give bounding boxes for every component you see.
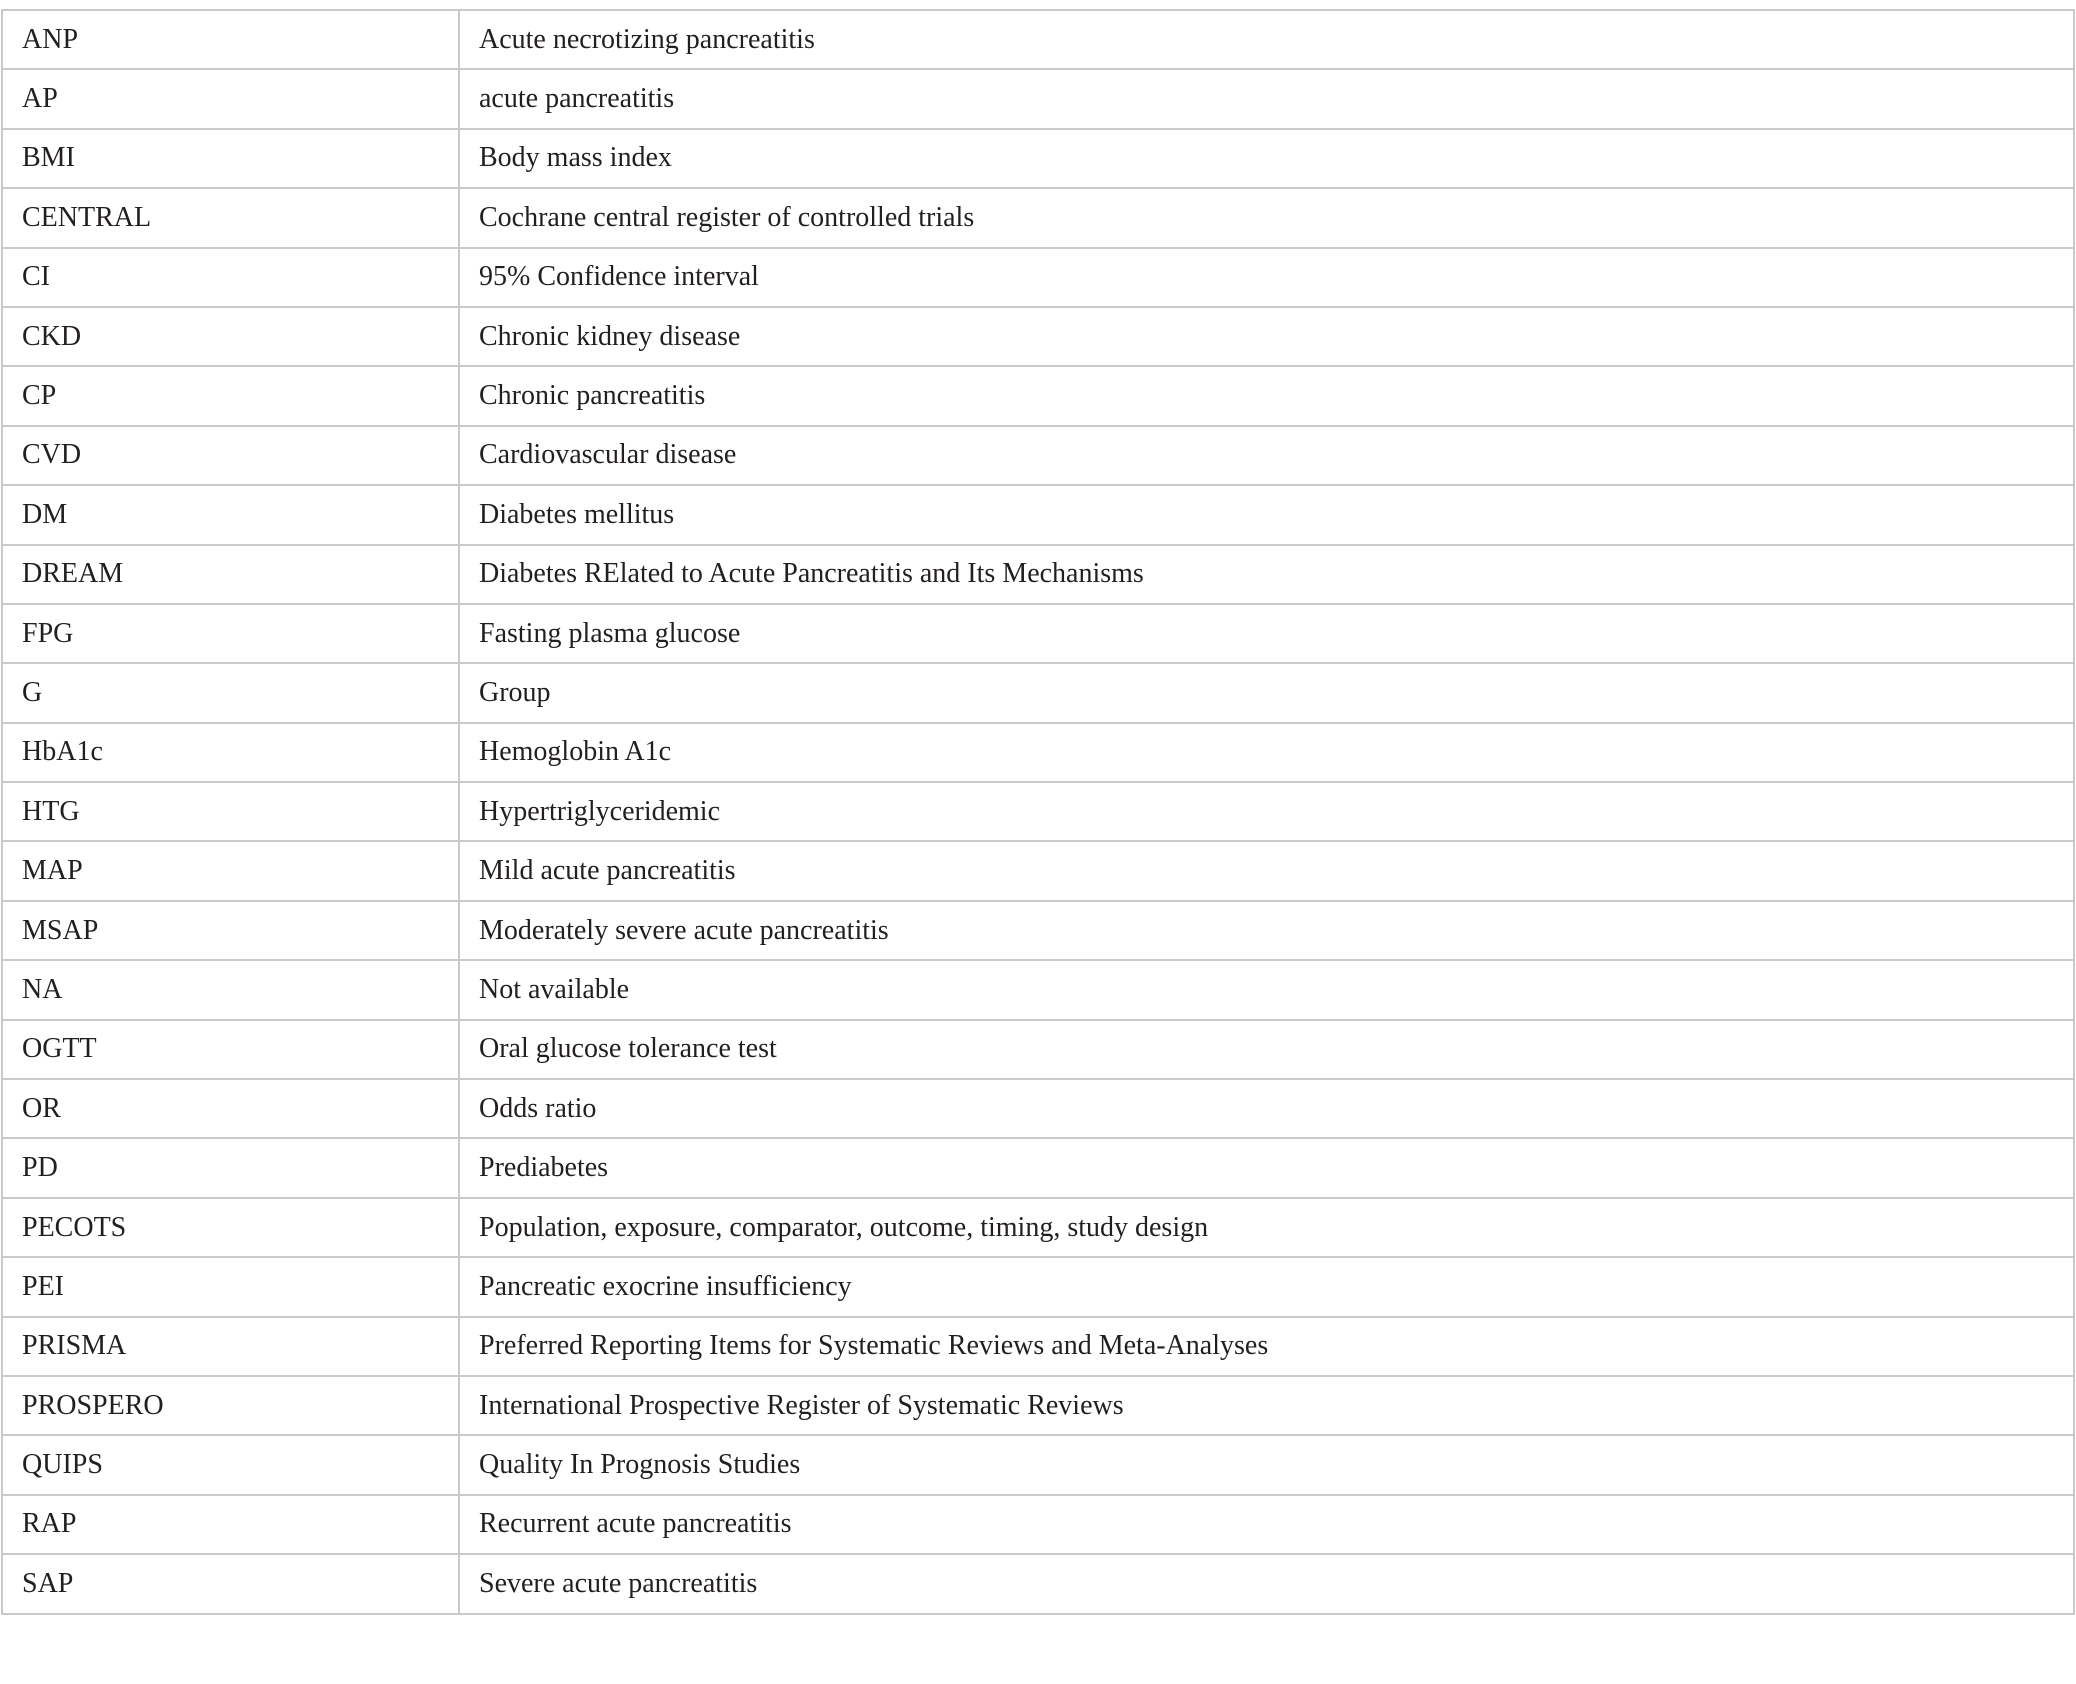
definition-cell: Odds ratio <box>459 1079 2074 1138</box>
abbreviation-cell: MAP <box>2 841 459 900</box>
table-row <box>2 188 2074 247</box>
definition-cell: Not available <box>459 960 2074 1019</box>
abbreviation-cell: HTG <box>2 782 459 841</box>
table-row <box>2 366 2074 425</box>
definition-cell: Preferred Reporting Items for Systematic Reviews and Meta-Analyses <box>459 1317 2074 1376</box>
table-row <box>2 10 2074 69</box>
definition-cell: Quality In Prognosis Studies <box>459 1435 2074 1494</box>
definition-cell: Chronic kidney disease <box>459 307 2074 366</box>
abbreviation-cell: PROSPERO <box>2 1376 459 1435</box>
definition-cell: Fasting plasma glucose <box>459 604 2074 663</box>
abbreviation-cell: CI <box>2 248 459 307</box>
definition-cell: International Prospective Register of Systematic Reviews <box>459 1376 2074 1435</box>
definition-cell: Hypertriglyceridemic <box>459 782 2074 841</box>
table-row <box>2 1317 2074 1376</box>
definition-cell: Pancreatic exocrine insufficiency <box>459 1257 2074 1316</box>
definition-cell: Cardiovascular disease <box>459 426 2074 485</box>
definition-cell: Mild acute pancreatitis <box>459 841 2074 900</box>
abbreviation-cell: CVD <box>2 426 459 485</box>
abbreviation-cell: ANP <box>2 10 459 69</box>
abbreviation-cell: QUIPS <box>2 1435 459 1494</box>
abbreviation-cell: PEI <box>2 1257 459 1316</box>
definition-cell: Cochrane central register of controlled trials <box>459 188 2074 247</box>
table-row <box>2 1198 2074 1257</box>
table-row <box>2 307 2074 366</box>
table-row <box>2 841 2074 900</box>
abbreviation-cell: NA <box>2 960 459 1019</box>
abbreviation-cell: CP <box>2 366 459 425</box>
table-row <box>2 1435 2074 1494</box>
definition-cell: Body mass index <box>459 129 2074 188</box>
definition-cell: Population, exposure, comparator, outcome, timing, study design <box>459 1198 2074 1257</box>
abbreviation-cell: HbA1c <box>2 723 459 782</box>
table-row <box>2 1257 2074 1316</box>
definition-cell: 95% Confidence interval <box>459 248 2074 307</box>
abbreviation-cell: G <box>2 663 459 722</box>
table-row <box>2 129 2074 188</box>
abbreviation-cell: PD <box>2 1138 459 1197</box>
table-row <box>2 960 2074 1019</box>
abbreviation-cell: DM <box>2 485 459 544</box>
abbreviation-cell: BMI <box>2 129 459 188</box>
abbreviations-table <box>1 9 2075 1615</box>
table-row <box>2 1554 2074 1613</box>
definition-cell: Prediabetes <box>459 1138 2074 1197</box>
table-row <box>2 901 2074 960</box>
abbreviation-cell: PECOTS <box>2 1198 459 1257</box>
table-row <box>2 248 2074 307</box>
abbreviation-cell: RAP <box>2 1495 459 1554</box>
definition-cell: Chronic pancreatitis <box>459 366 2074 425</box>
abbreviation-cell: PRISMA <box>2 1317 459 1376</box>
table-row <box>2 69 2074 128</box>
definition-cell: Hemoglobin A1c <box>459 723 2074 782</box>
definition-cell: Diabetes mellitus <box>459 485 2074 544</box>
abbreviation-cell: OR <box>2 1079 459 1138</box>
definition-cell: acute pancreatitis <box>459 69 2074 128</box>
table-row <box>2 782 2074 841</box>
abbreviation-cell: AP <box>2 69 459 128</box>
table-row <box>2 1138 2074 1197</box>
abbreviations-table-body <box>2 10 2074 1614</box>
definition-cell: Moderately severe acute pancreatitis <box>459 901 2074 960</box>
definition-cell: Acute necrotizing pancreatitis <box>459 10 2074 69</box>
table-row <box>2 545 2074 604</box>
abbreviation-cell: OGTT <box>2 1020 459 1079</box>
definition-cell: Severe acute pancreatitis <box>459 1554 2074 1613</box>
table-row <box>2 426 2074 485</box>
definition-cell: Recurrent acute pancreatitis <box>459 1495 2074 1554</box>
definition-cell: Group <box>459 663 2074 722</box>
abbreviation-cell: CKD <box>2 307 459 366</box>
abbreviation-cell: SAP <box>2 1554 459 1613</box>
table-row <box>2 1376 2074 1435</box>
table-row <box>2 1495 2074 1554</box>
definition-cell: Oral glucose tolerance test <box>459 1020 2074 1079</box>
abbreviation-cell: CENTRAL <box>2 188 459 247</box>
table-row <box>2 604 2074 663</box>
abbreviation-cell: FPG <box>2 604 459 663</box>
table-row <box>2 485 2074 544</box>
table-row <box>2 663 2074 722</box>
table-row <box>2 1079 2074 1138</box>
table-row <box>2 1020 2074 1079</box>
table-row <box>2 723 2074 782</box>
definition-cell: Diabetes RElated to Acute Pancreatitis and Its Mechanisms <box>459 545 2074 604</box>
abbreviation-cell: MSAP <box>2 901 459 960</box>
abbreviation-cell: DREAM <box>2 545 459 604</box>
